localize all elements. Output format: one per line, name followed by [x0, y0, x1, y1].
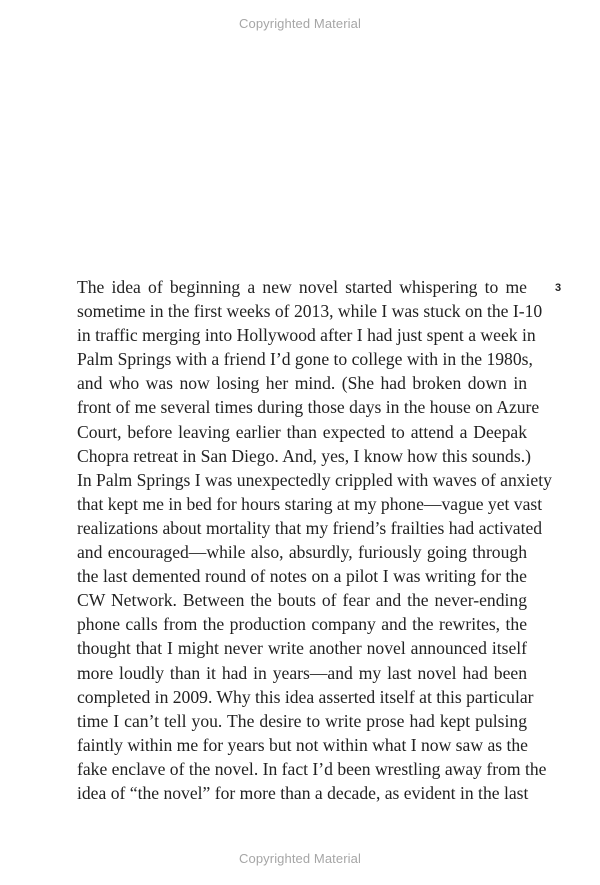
body-paragraph [77, 275, 552, 805]
text-line: Chopra retreat in San Diego. And, yes, I know how this sounds.) [77, 445, 531, 466]
text-line: phone calls from the production company and the rewrites, the [77, 614, 527, 635]
text-line: that kept me in bed for hours staring at my phone—vague yet vast [77, 493, 543, 514]
text-line: fake enclave of the novel. In fact I’d been wrestling away from the [77, 758, 547, 779]
copyright-watermark-top: Copyrighted Material [239, 16, 361, 31]
text-line: more loudly than it had in years—and my last novel had been [77, 662, 527, 683]
text-line: time I can’t tell you. The desire to write prose had kept pulsing [77, 710, 527, 731]
text-line: front of me several times during those days in the house on Azure [77, 397, 540, 418]
text-line: completed in 2009. Why this idea asserted itself at this particular [77, 686, 534, 707]
text-line: The idea of beginning a new novel started whispering to me [77, 277, 527, 297]
text-line: and encouraged—while also, absurdly, furiously going through [77, 542, 527, 563]
text-line: CW Network. Between the bouts of fear and the never-ending [77, 590, 527, 611]
text-line: the last demented round of notes on a pilot I was writing for the [77, 566, 527, 587]
text-line: idea of “the novel” for more than a decade, as evident in the last [77, 782, 529, 803]
text-line: sometime in the first weeks of 2013, while I was stuck on the I-10 [77, 301, 543, 322]
text-line: In Palm Springs I was unexpectedly crippled with waves of anxiety [77, 469, 552, 490]
text-line: in traffic merging into Hollywood after I had just spent a week in [77, 325, 536, 346]
text-line: thought that I might never write another novel announced itself [77, 638, 527, 659]
text-line: Court, before leaving earlier than expected to attend a Deepak [77, 421, 527, 442]
text-line: and who was now losing her mind. (She had broken down in [77, 373, 527, 394]
copyright-watermark-bottom: Copyrighted Material [239, 851, 361, 866]
text-line: realizations about mortality that my friend’s frailties had activated [77, 517, 543, 538]
text-line: faintly within me for years but not within what I now saw as the [77, 734, 528, 755]
page-number: 3 [555, 282, 562, 294]
text-line: Palm Springs with a friend I’d gone to college with in the 1980s, [77, 349, 533, 370]
